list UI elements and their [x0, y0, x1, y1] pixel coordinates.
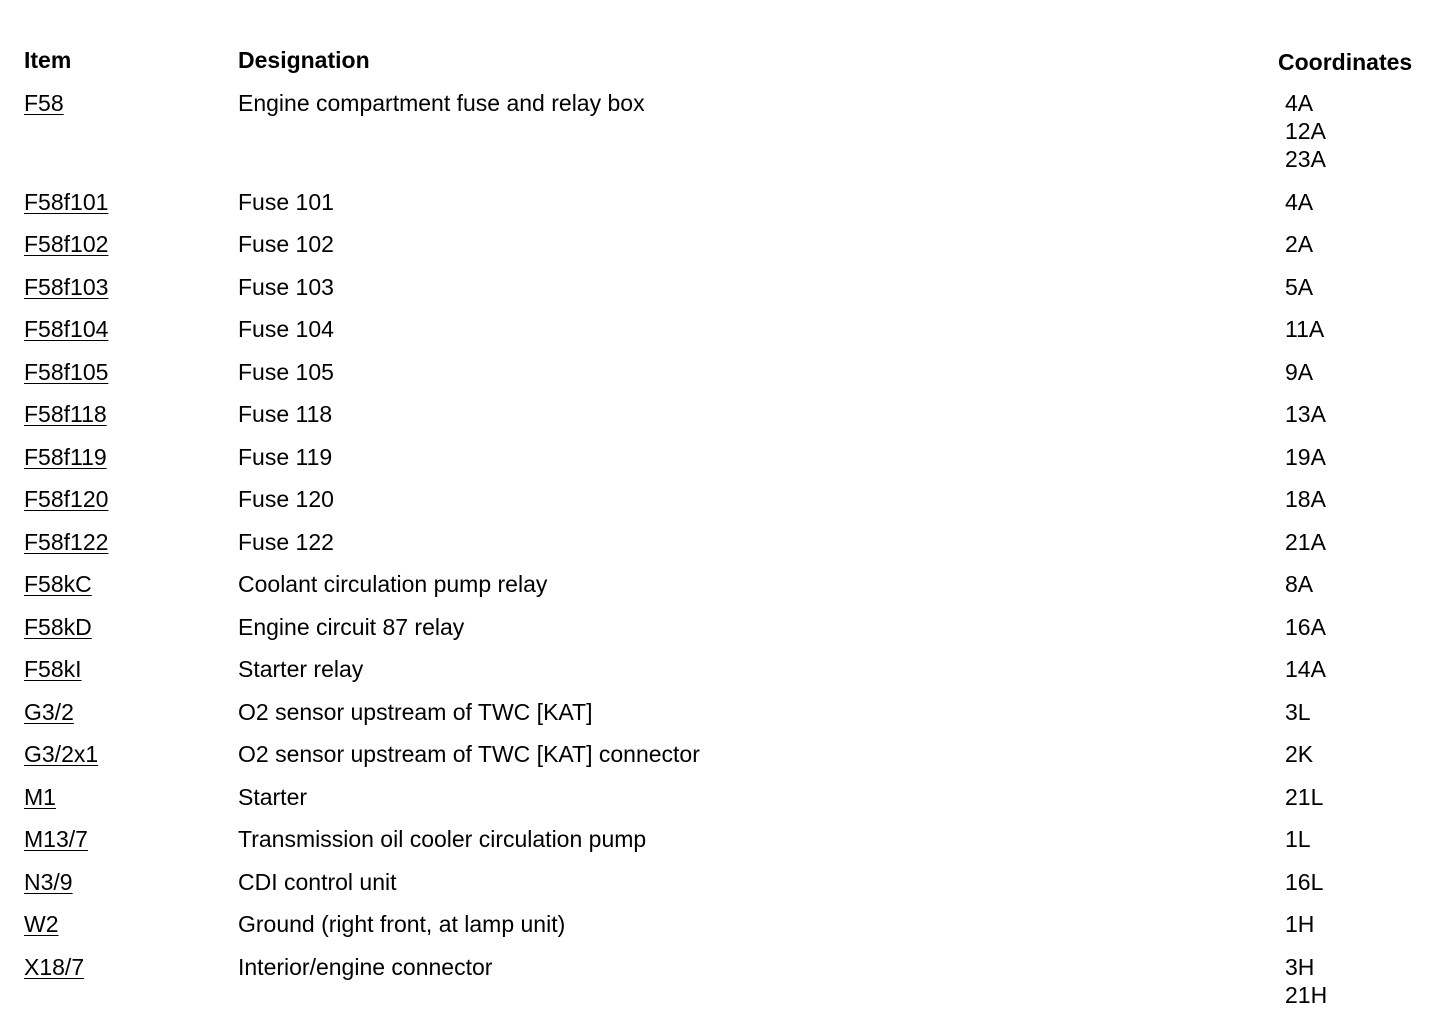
coordinates-cell: [1285, 89, 1326, 173]
coordinate-value: 5A: [1285, 273, 1314, 300]
coordinates-cell: [1285, 570, 1313, 598]
item-link[interactable]: F58f119: [24, 443, 107, 470]
table-row: [0, 655, 1440, 698]
table-row: [0, 188, 1440, 231]
coordinate-value: 11A: [1285, 316, 1325, 342]
table-row: [0, 613, 1440, 656]
item-link[interactable]: M13/7: [24, 826, 88, 852]
coordinates-cell: [1285, 400, 1326, 428]
item-link[interactable]: F58f118: [24, 401, 107, 427]
designation-text: Fuse 104: [238, 316, 334, 342]
coordinate-value: 16A: [1285, 613, 1326, 640]
table-row: [0, 698, 1440, 741]
designation-text: Starter relay: [238, 656, 364, 682]
designation-text: Fuse 105: [238, 358, 334, 385]
header-coordinates: Coordinates: [1278, 49, 1413, 75]
designation-text: Fuse 118: [238, 401, 333, 427]
item-link[interactable]: F58f103: [24, 273, 109, 300]
coordinates-cell: [1285, 485, 1326, 513]
designation-text: Fuse 101: [238, 188, 334, 215]
table-header: [0, 44, 1440, 78]
coordinates-cell: [1285, 910, 1314, 938]
designation-text: Coolant circulation pump relay: [238, 571, 548, 597]
table-row: [0, 953, 1440, 1024]
table-row: [0, 528, 1440, 571]
item-link[interactable]: F58f105: [24, 358, 109, 385]
coordinate-value: 21L: [1285, 783, 1324, 810]
coordinate-value: 12A: [1285, 118, 1326, 144]
table-row: [0, 868, 1440, 911]
item-link[interactable]: F58kD: [24, 613, 92, 640]
item-link[interactable]: G3/2x1: [24, 741, 99, 767]
coordinate-value: 21A: [1285, 528, 1326, 555]
coordinates-cell: [1285, 230, 1313, 258]
coordinate-value: 2A: [1285, 231, 1314, 257]
table-row: [0, 783, 1440, 826]
item-link[interactable]: F58f104: [24, 316, 109, 342]
coordinates-cell: [1285, 698, 1311, 726]
designation-text: CDI control unit: [238, 868, 397, 895]
designation-text: Fuse 102: [238, 231, 334, 257]
coordinate-value: 8A: [1285, 571, 1314, 597]
coordinates-cell: [1285, 740, 1313, 768]
table-row: [0, 740, 1440, 783]
coordinates-cell: [1285, 613, 1326, 641]
item-link[interactable]: M1: [24, 783, 56, 810]
coordinate-value: 21H: [1285, 981, 1328, 1008]
item-link[interactable]: W2: [24, 911, 59, 937]
coordinate-value: 23A: [1285, 146, 1326, 172]
designation-text: Starter: [238, 783, 308, 810]
coordinates-cell: [1285, 953, 1327, 1009]
item-link[interactable]: F58f101: [24, 188, 109, 215]
coordinate-value: 1H: [1285, 911, 1315, 937]
table-row: [0, 358, 1440, 401]
coordinate-value: 16L: [1285, 868, 1324, 895]
coordinates-cell: [1285, 528, 1326, 556]
table-row: [0, 910, 1440, 953]
item-link[interactable]: G3/2: [24, 698, 74, 725]
designation-text: O2 sensor upstream of TWC [KAT] connector: [238, 741, 700, 767]
item-link[interactable]: N3/9: [24, 868, 73, 895]
coordinates-cell: [1285, 315, 1324, 343]
coordinate-value: 2K: [1285, 741, 1314, 767]
item-link[interactable]: F58f102: [24, 231, 109, 257]
item-link[interactable]: F58f122: [24, 528, 109, 555]
coordinates-cell: [1285, 358, 1313, 386]
header-designation: Designation: [238, 47, 370, 73]
table-row: [0, 89, 1440, 188]
coordinate-value: 9A: [1285, 358, 1314, 385]
coordinates-cell: [1285, 868, 1323, 896]
table-row: [0, 315, 1440, 358]
table-row: [0, 485, 1440, 528]
table-row: [0, 230, 1440, 273]
coordinate-value: 14A: [1285, 656, 1326, 682]
table-row: [0, 273, 1440, 316]
designation-text: O2 sensor upstream of TWC [KAT]: [238, 698, 593, 725]
coordinate-value: 19A: [1285, 443, 1326, 470]
coordinates-cell: [1285, 655, 1326, 683]
designation-text: Fuse 103: [238, 273, 334, 300]
item-link[interactable]: F58kC: [24, 571, 92, 597]
designation-text: Engine circuit 87 relay: [238, 613, 465, 640]
coordinate-value: 4A: [1285, 90, 1314, 116]
item-link[interactable]: X18/7: [24, 953, 85, 980]
coordinates-cell: [1285, 825, 1311, 853]
coordinate-value: 3H: [1285, 953, 1315, 980]
item-link[interactable]: F58kI: [24, 656, 82, 682]
designation-text: Interior/engine connector: [238, 953, 493, 980]
coordinate-value: 1L: [1285, 826, 1311, 852]
coordinates-cell: [1285, 273, 1313, 301]
designation-text: Fuse 120: [238, 486, 334, 512]
table-row: [0, 570, 1440, 613]
item-link[interactable]: F58: [24, 90, 64, 116]
designation-text: Transmission oil cooler circulation pump: [238, 826, 647, 852]
item-link[interactable]: F58f120: [24, 486, 109, 512]
table-row: [0, 400, 1440, 443]
coordinate-value: 4A: [1285, 188, 1314, 215]
header-item: Item: [24, 47, 72, 73]
coordinate-value: 3L: [1285, 698, 1311, 725]
designation-text: Fuse 122: [238, 528, 334, 555]
coordinates-cell: [1285, 783, 1323, 811]
designation-text: Engine compartment fuse and relay box: [238, 90, 645, 116]
component-table: [0, 89, 1440, 1023]
coordinate-value: 13A: [1285, 401, 1326, 427]
coordinates-cell: [1285, 188, 1313, 216]
designation-text: Fuse 119: [238, 443, 333, 470]
table-row: [0, 443, 1440, 486]
coordinates-cell: [1285, 443, 1326, 471]
designation-text: Ground (right front, at lamp unit): [238, 911, 566, 937]
table-row: [0, 825, 1440, 868]
coordinate-value: 18A: [1285, 486, 1326, 512]
